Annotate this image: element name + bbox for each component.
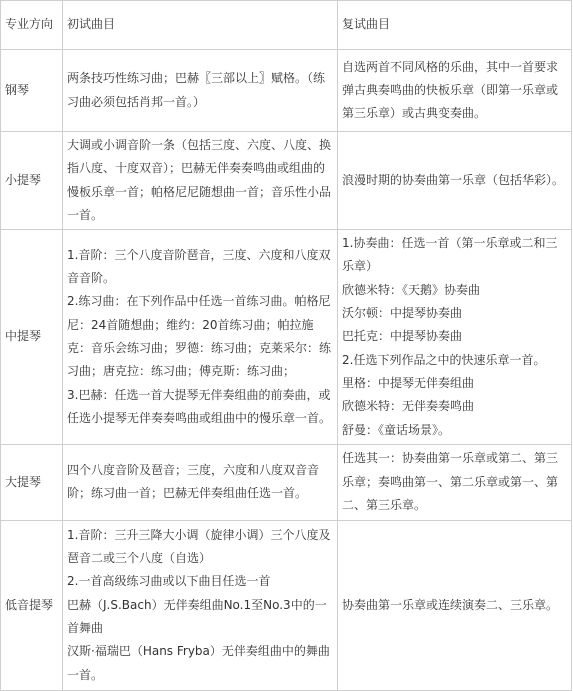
final-text: 2.任选下列作品之中的快速乐章一首。: [342, 352, 546, 367]
table-row: [1, 520, 572, 690]
header-row: [1, 1, 572, 50]
prelim-cell: [63, 520, 338, 690]
table-row: [1, 230, 572, 445]
final-text: 沃尔顿：中提琴协奏曲: [342, 306, 463, 321]
prelim-text: 四个八度音阶及琶音；三度，六度和八度双音音阶；练习曲一首；巴赫无伴奏组曲任选一首。: [67, 463, 320, 501]
prelim-text: 巴赫（J.S.Bach）无伴奏组曲No.1至No.3中的一首舞曲: [67, 597, 327, 635]
final-text: 1.协奏曲：任选一首（第一乐章或二和三乐章）: [342, 236, 558, 274]
table-row: [1, 132, 572, 230]
major-cell: 低音提琴: [1, 520, 63, 690]
major-cell: 大提琴: [1, 444, 63, 520]
final-text: 里格：中提琴无伴奏组曲: [342, 375, 475, 390]
final-text: 浪漫时期的协奏曲第一乐章（包括华彩）。: [342, 172, 565, 187]
table-row: [1, 50, 572, 132]
major-cell: 钢琴: [1, 50, 63, 132]
prelim-cell: [63, 230, 338, 445]
prelim-text: 汉斯·福瑞巴（Hans Fryba）无伴奏组曲中的舞曲一首。: [67, 644, 330, 682]
final-cell: [338, 444, 572, 520]
major-cell: 中提琴: [1, 230, 63, 445]
final-text: 欣德米特：无伴奏奏鸣曲: [342, 399, 475, 414]
prelim-text: 1.音阶：三升三降大小调（旋律小调）三个八度及琶音二或三个八度（自选）: [67, 527, 331, 566]
header-final: 复试曲目: [338, 1, 572, 50]
final-text: 欣德米特：《天鹅》协奏曲: [342, 282, 481, 297]
major-cell: 小提琴: [1, 132, 63, 230]
header-major: 专业方向: [1, 1, 63, 50]
final-text: 巴托克：中提琴协奏曲: [342, 329, 463, 344]
prelim-text: 2.一首高级练习曲或以下曲目任选一首: [67, 574, 271, 589]
prelim-cell: [63, 444, 338, 520]
final-cell: [338, 132, 572, 230]
prelim-text: 大调或小调音阶一条（包括三度、六度、八度、换指八度、十度双音）；巴赫无伴奏奏鸣曲或组曲的慢板乐章一首；帕格尼尼随想曲一首；音乐性小品一首。: [67, 138, 332, 222]
table-row: [1, 444, 572, 520]
prelim-text: 1.音阶：三个八度音阶琶音，三度、六度和八度双音音阶。: [67, 247, 331, 286]
final-text: 协奏曲第一乐章或连续演奏二、三乐章。: [342, 597, 559, 612]
prelim-text: 2.练习曲：在下列作品中任选一首练习曲。帕格尼尼：24首随想曲；维约：20首练习曲；帕拉施克：音乐会练习曲；罗德：练习曲；克莱采尔：练习曲；唐克拉：练习曲；傅克斯：练习曲；: [67, 294, 332, 379]
final-cell: [338, 50, 572, 132]
prelim-text: 两条技巧性练习曲；巴赫〖三部以上〗赋格。（练习曲必须包括肖邦一首。）: [67, 71, 326, 109]
prelim-cell: [63, 50, 338, 132]
final-cell: [338, 520, 572, 690]
final-cell: [338, 230, 572, 445]
header-prelim: 初试曲目: [63, 1, 338, 50]
final-text: 自选两首不同风格的乐曲，其中一首要求弹古典奏鸣曲的快板乐章（即第一乐章或第三乐章）或古典变奏曲。: [342, 59, 559, 121]
prelim-cell: [63, 132, 338, 230]
prelim-text: 3.巴赫：任选一首大提琴无伴奏组曲的前奏曲，或任选小提琴无伴奏奏鸣曲或组曲中的慢乐章一首。: [67, 387, 332, 425]
final-text: 任选其一：协奏曲第一乐章或第二、第三乐章；奏鸣曲第一、第二乐章或第一、第二、第三乐章。: [342, 451, 559, 512]
final-text: 舒曼：《童话场景》。: [342, 422, 451, 437]
